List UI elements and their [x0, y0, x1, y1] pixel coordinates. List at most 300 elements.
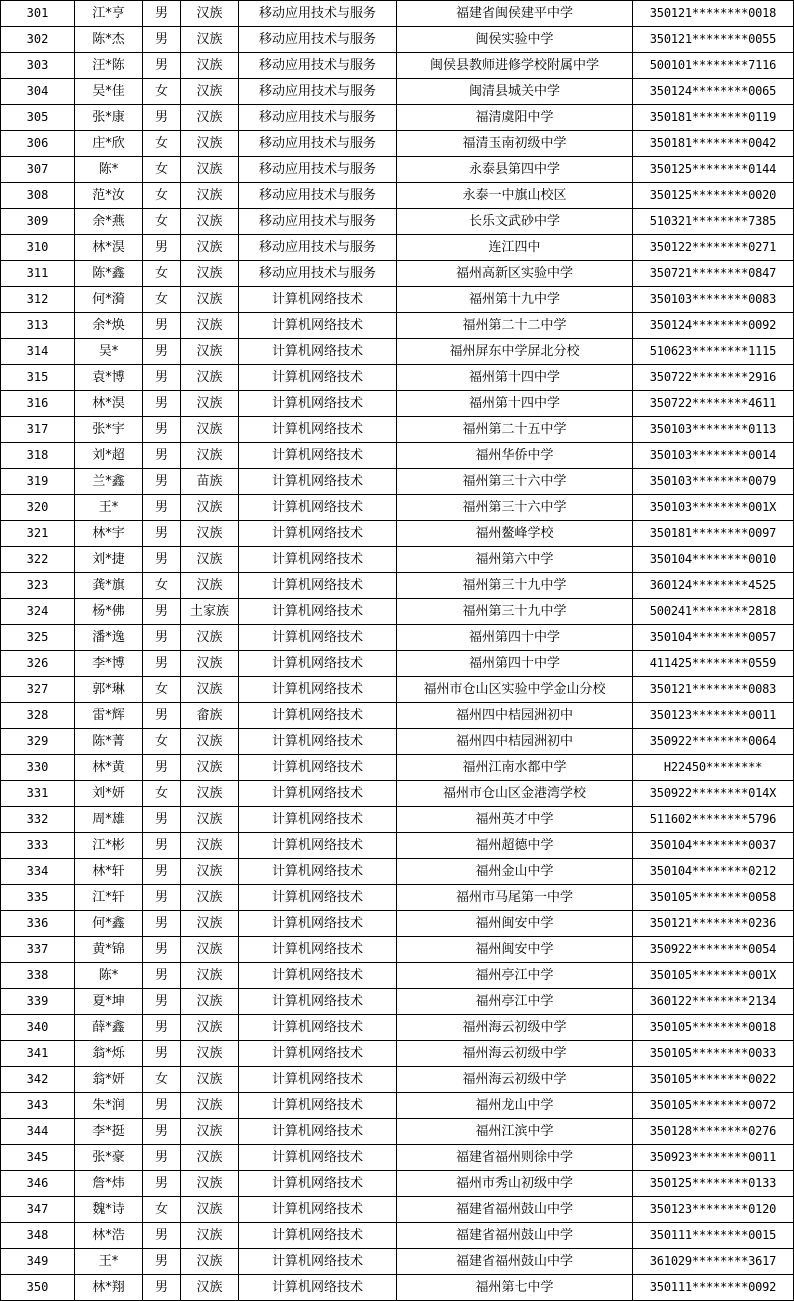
cell-ethnicity: 汉族 [181, 1093, 239, 1119]
cell-ethnicity: 汉族 [181, 1197, 239, 1223]
cell-seq-number: 339 [1, 989, 75, 1015]
cell-ethnicity: 汉族 [181, 1, 239, 27]
cell-id-number: 350111********0092 [633, 1275, 794, 1301]
cell-school: 福州第三十六中学 [397, 495, 633, 521]
cell-school: 福州第三十六中学 [397, 469, 633, 495]
cell-student-name: 薛*鑫 [75, 1015, 143, 1041]
table-row [1, 599, 794, 625]
cell-id-number: 350103********0014 [633, 443, 794, 469]
cell-seq-number: 327 [1, 677, 75, 703]
cell-gender: 男 [143, 989, 181, 1015]
cell-id-number: 350105********0018 [633, 1015, 794, 1041]
cell-student-name: 林*宇 [75, 521, 143, 547]
cell-gender: 女 [143, 183, 181, 209]
cell-major: 计算机网络技术 [239, 1015, 397, 1041]
cell-seq-number: 336 [1, 911, 75, 937]
cell-school: 福州市马尾第一中学 [397, 885, 633, 911]
cell-school: 福州第十九中学 [397, 287, 633, 313]
cell-gender: 女 [143, 287, 181, 313]
cell-id-number: 350123********0120 [633, 1197, 794, 1223]
cell-major: 计算机网络技术 [239, 1249, 397, 1275]
cell-seq-number: 343 [1, 1093, 75, 1119]
cell-id-number: 350105********0033 [633, 1041, 794, 1067]
cell-id-number: 350105********001X [633, 963, 794, 989]
table-row [1, 443, 794, 469]
cell-seq-number: 318 [1, 443, 75, 469]
cell-major: 计算机网络技术 [239, 1223, 397, 1249]
cell-student-name: 王* [75, 1249, 143, 1275]
cell-school: 闽侯县教师进修学校附属中学 [397, 53, 633, 79]
cell-id-number: 350181********0119 [633, 105, 794, 131]
cell-student-name: 黄*锦 [75, 937, 143, 963]
cell-seq-number: 321 [1, 521, 75, 547]
cell-student-name: 吴*佳 [75, 79, 143, 105]
cell-seq-number: 345 [1, 1145, 75, 1171]
table-row [1, 365, 794, 391]
cell-student-name: 吴* [75, 339, 143, 365]
cell-id-number: 350105********0072 [633, 1093, 794, 1119]
table-row [1, 235, 794, 261]
cell-seq-number: 346 [1, 1171, 75, 1197]
cell-major: 计算机网络技术 [239, 807, 397, 833]
cell-gender: 男 [143, 521, 181, 547]
cell-id-number: H22450******** [633, 755, 794, 781]
cell-ethnicity: 汉族 [181, 755, 239, 781]
cell-ethnicity: 汉族 [181, 313, 239, 339]
cell-school: 福州四中桔园洲初中 [397, 703, 633, 729]
cell-gender: 女 [143, 677, 181, 703]
cell-gender: 男 [143, 313, 181, 339]
cell-student-name: 何*鑫 [75, 911, 143, 937]
cell-student-name: 江*亨 [75, 1, 143, 27]
table-row [1, 261, 794, 287]
cell-gender: 男 [143, 105, 181, 131]
cell-id-number: 350122********0271 [633, 235, 794, 261]
cell-gender: 男 [143, 1223, 181, 1249]
cell-ethnicity: 汉族 [181, 339, 239, 365]
cell-student-name: 兰*鑫 [75, 469, 143, 495]
table-row [1, 417, 794, 443]
cell-gender: 男 [143, 547, 181, 573]
cell-major: 计算机网络技术 [239, 833, 397, 859]
cell-gender: 女 [143, 79, 181, 105]
cell-major: 移动应用技术与服务 [239, 27, 397, 53]
cell-ethnicity: 汉族 [181, 989, 239, 1015]
cell-seq-number: 303 [1, 53, 75, 79]
cell-ethnicity: 汉族 [181, 79, 239, 105]
cell-school: 福州第四十中学 [397, 625, 633, 651]
cell-school: 福建省福州鼓山中学 [397, 1197, 633, 1223]
cell-ethnicity: 汉族 [181, 885, 239, 911]
cell-ethnicity: 汉族 [181, 261, 239, 287]
cell-student-name: 李*挺 [75, 1119, 143, 1145]
cell-id-number: 350922********0064 [633, 729, 794, 755]
cell-gender: 男 [143, 1275, 181, 1301]
cell-school: 连江四中 [397, 235, 633, 261]
cell-school: 福州闽安中学 [397, 937, 633, 963]
cell-school: 福建省福州鼓山中学 [397, 1249, 633, 1275]
cell-id-number: 350104********0212 [633, 859, 794, 885]
cell-major: 计算机网络技术 [239, 651, 397, 677]
cell-major: 计算机网络技术 [239, 521, 397, 547]
cell-id-number: 350104********0010 [633, 547, 794, 573]
cell-student-name: 李*博 [75, 651, 143, 677]
table-row [1, 157, 794, 183]
cell-school: 福州屏东中学屏北分校 [397, 339, 633, 365]
cell-id-number: 350124********0065 [633, 79, 794, 105]
cell-student-name: 陈* [75, 963, 143, 989]
cell-major: 计算机网络技术 [239, 599, 397, 625]
cell-gender: 女 [143, 781, 181, 807]
cell-gender: 男 [143, 911, 181, 937]
cell-id-number: 350722********2916 [633, 365, 794, 391]
cell-id-number: 350181********0042 [633, 131, 794, 157]
cell-gender: 女 [143, 1067, 181, 1093]
table-row [1, 495, 794, 521]
cell-gender: 男 [143, 27, 181, 53]
cell-school: 福州第三十九中学 [397, 573, 633, 599]
cell-major: 计算机网络技术 [239, 937, 397, 963]
cell-seq-number: 326 [1, 651, 75, 677]
cell-gender: 女 [143, 729, 181, 755]
cell-major: 计算机网络技术 [239, 1093, 397, 1119]
cell-student-name: 张*豪 [75, 1145, 143, 1171]
table-row [1, 833, 794, 859]
cell-major: 计算机网络技术 [239, 1145, 397, 1171]
cell-id-number: 350103********0113 [633, 417, 794, 443]
table-row [1, 1041, 794, 1067]
cell-ethnicity: 汉族 [181, 573, 239, 599]
cell-seq-number: 319 [1, 469, 75, 495]
cell-major: 计算机网络技术 [239, 1119, 397, 1145]
cell-ethnicity: 汉族 [181, 911, 239, 937]
table-row [1, 339, 794, 365]
cell-student-name: 庄*欣 [75, 131, 143, 157]
cell-student-name: 何*漪 [75, 287, 143, 313]
cell-id-number: 360122********2134 [633, 989, 794, 1015]
cell-gender: 男 [143, 1119, 181, 1145]
cell-school: 福建省闽侯建平中学 [397, 1, 633, 27]
table-row [1, 469, 794, 495]
cell-id-number: 350104********0037 [633, 833, 794, 859]
cell-student-name: 林*淏 [75, 391, 143, 417]
table-row [1, 911, 794, 937]
cell-seq-number: 322 [1, 547, 75, 573]
cell-id-number: 350121********0055 [633, 27, 794, 53]
table-row [1, 547, 794, 573]
cell-student-name: 陈* [75, 157, 143, 183]
cell-student-name: 陈*杰 [75, 27, 143, 53]
cell-seq-number: 314 [1, 339, 75, 365]
cell-seq-number: 333 [1, 833, 75, 859]
cell-seq-number: 312 [1, 287, 75, 313]
cell-student-name: 袁*博 [75, 365, 143, 391]
cell-student-name: 潘*逸 [75, 625, 143, 651]
table-row [1, 859, 794, 885]
cell-gender: 女 [143, 1197, 181, 1223]
cell-gender: 男 [143, 1249, 181, 1275]
cell-major: 计算机网络技术 [239, 339, 397, 365]
table-row [1, 209, 794, 235]
cell-student-name: 王* [75, 495, 143, 521]
cell-seq-number: 341 [1, 1041, 75, 1067]
cell-major: 计算机网络技术 [239, 547, 397, 573]
cell-school: 福州海云初级中学 [397, 1067, 633, 1093]
cell-id-number: 350922********0054 [633, 937, 794, 963]
table-row [1, 1223, 794, 1249]
table-row [1, 79, 794, 105]
cell-ethnicity: 汉族 [181, 833, 239, 859]
cell-seq-number: 324 [1, 599, 75, 625]
cell-seq-number: 330 [1, 755, 75, 781]
cell-id-number: 360124********4525 [633, 573, 794, 599]
cell-gender: 男 [143, 235, 181, 261]
cell-ethnicity: 汉族 [181, 859, 239, 885]
cell-ethnicity: 汉族 [181, 807, 239, 833]
cell-ethnicity: 汉族 [181, 1145, 239, 1171]
cell-ethnicity: 汉族 [181, 365, 239, 391]
cell-ethnicity: 汉族 [181, 183, 239, 209]
cell-major: 移动应用技术与服务 [239, 105, 397, 131]
table-row [1, 1197, 794, 1223]
table-row [1, 781, 794, 807]
cell-student-name: 余*焕 [75, 313, 143, 339]
cell-ethnicity: 汉族 [181, 443, 239, 469]
cell-id-number: 350722********4611 [633, 391, 794, 417]
cell-school: 福州亭江中学 [397, 989, 633, 1015]
cell-id-number: 350103********0079 [633, 469, 794, 495]
table-row [1, 131, 794, 157]
cell-id-number: 350111********0015 [633, 1223, 794, 1249]
cell-gender: 男 [143, 469, 181, 495]
cell-major: 计算机网络技术 [239, 443, 397, 469]
table-row [1, 1145, 794, 1171]
cell-school: 福州华侨中学 [397, 443, 633, 469]
cell-ethnicity: 汉族 [181, 131, 239, 157]
cell-ethnicity: 汉族 [181, 1041, 239, 1067]
cell-id-number: 350124********0092 [633, 313, 794, 339]
cell-major: 计算机网络技术 [239, 703, 397, 729]
cell-seq-number: 329 [1, 729, 75, 755]
cell-seq-number: 348 [1, 1223, 75, 1249]
cell-gender: 男 [143, 495, 181, 521]
cell-id-number: 350123********0011 [633, 703, 794, 729]
cell-seq-number: 310 [1, 235, 75, 261]
cell-student-name: 朱*润 [75, 1093, 143, 1119]
cell-gender: 男 [143, 53, 181, 79]
cell-major: 计算机网络技术 [239, 391, 397, 417]
cell-seq-number: 301 [1, 1, 75, 27]
cell-school: 永泰一中旗山校区 [397, 183, 633, 209]
cell-student-name: 詹*炜 [75, 1171, 143, 1197]
table-row [1, 1, 794, 27]
cell-gender: 女 [143, 573, 181, 599]
table-row [1, 27, 794, 53]
cell-seq-number: 315 [1, 365, 75, 391]
cell-student-name: 张*康 [75, 105, 143, 131]
cell-major: 移动应用技术与服务 [239, 235, 397, 261]
cell-seq-number: 337 [1, 937, 75, 963]
cell-school: 福州市仓山区金港湾学校 [397, 781, 633, 807]
table-row [1, 1275, 794, 1301]
cell-ethnicity: 汉族 [181, 677, 239, 703]
cell-major: 计算机网络技术 [239, 1197, 397, 1223]
cell-major: 移动应用技术与服务 [239, 183, 397, 209]
cell-ethnicity: 汉族 [181, 781, 239, 807]
cell-school: 福州第十四中学 [397, 365, 633, 391]
table-row [1, 807, 794, 833]
cell-seq-number: 323 [1, 573, 75, 599]
cell-gender: 男 [143, 365, 181, 391]
cell-gender: 女 [143, 157, 181, 183]
cell-student-name: 雷*辉 [75, 703, 143, 729]
cell-student-name: 郭*琳 [75, 677, 143, 703]
cell-seq-number: 347 [1, 1197, 75, 1223]
cell-ethnicity: 汉族 [181, 27, 239, 53]
cell-major: 移动应用技术与服务 [239, 209, 397, 235]
cell-school: 福州金山中学 [397, 859, 633, 885]
cell-id-number: 511602********5796 [633, 807, 794, 833]
table-row [1, 1093, 794, 1119]
cell-major: 移动应用技术与服务 [239, 157, 397, 183]
cell-gender: 男 [143, 1015, 181, 1041]
cell-major: 计算机网络技术 [239, 781, 397, 807]
cell-student-name: 林*轩 [75, 859, 143, 885]
cell-student-name: 翁*烁 [75, 1041, 143, 1067]
cell-seq-number: 349 [1, 1249, 75, 1275]
cell-major: 计算机网络技术 [239, 963, 397, 989]
cell-student-name: 林*翔 [75, 1275, 143, 1301]
cell-gender: 男 [143, 391, 181, 417]
cell-gender: 男 [143, 807, 181, 833]
cell-gender: 男 [143, 1093, 181, 1119]
cell-seq-number: 316 [1, 391, 75, 417]
cell-id-number: 350125********0133 [633, 1171, 794, 1197]
cell-major: 计算机网络技术 [239, 365, 397, 391]
cell-seq-number: 350 [1, 1275, 75, 1301]
cell-student-name: 江*轩 [75, 885, 143, 911]
cell-seq-number: 313 [1, 313, 75, 339]
cell-id-number: 510623********1115 [633, 339, 794, 365]
cell-ethnicity: 汉族 [181, 1067, 239, 1093]
cell-ethnicity: 汉族 [181, 157, 239, 183]
cell-major: 计算机网络技术 [239, 1067, 397, 1093]
cell-school: 永泰县第四中学 [397, 157, 633, 183]
cell-ethnicity: 汉族 [181, 937, 239, 963]
cell-student-name: 陈*菁 [75, 729, 143, 755]
cell-school: 福州第三十九中学 [397, 599, 633, 625]
cell-gender: 男 [143, 1, 181, 27]
cell-ethnicity: 汉族 [181, 105, 239, 131]
cell-gender: 男 [143, 625, 181, 651]
cell-seq-number: 304 [1, 79, 75, 105]
table-row [1, 755, 794, 781]
table-row [1, 391, 794, 417]
cell-student-name: 刘*妍 [75, 781, 143, 807]
cell-ethnicity: 畲族 [181, 703, 239, 729]
cell-id-number: 350125********0020 [633, 183, 794, 209]
cell-school: 福清虞阳中学 [397, 105, 633, 131]
cell-gender: 男 [143, 1171, 181, 1197]
table-row [1, 1015, 794, 1041]
cell-major: 计算机网络技术 [239, 989, 397, 1015]
cell-major: 计算机网络技术 [239, 1275, 397, 1301]
cell-school: 福建省福州鼓山中学 [397, 1223, 633, 1249]
cell-ethnicity: 汉族 [181, 651, 239, 677]
cell-school: 福州英才中学 [397, 807, 633, 833]
cell-ethnicity: 汉族 [181, 729, 239, 755]
cell-seq-number: 306 [1, 131, 75, 157]
table-row [1, 573, 794, 599]
cell-id-number: 510321********7385 [633, 209, 794, 235]
cell-gender: 男 [143, 963, 181, 989]
cell-ethnicity: 汉族 [181, 1171, 239, 1197]
cell-seq-number: 342 [1, 1067, 75, 1093]
cell-student-name: 张*宇 [75, 417, 143, 443]
cell-seq-number: 328 [1, 703, 75, 729]
cell-school: 长乐文武砂中学 [397, 209, 633, 235]
cell-ethnicity: 汉族 [181, 1223, 239, 1249]
cell-gender: 男 [143, 339, 181, 365]
table-row [1, 313, 794, 339]
table-row [1, 677, 794, 703]
cell-seq-number: 340 [1, 1015, 75, 1041]
cell-seq-number: 320 [1, 495, 75, 521]
cell-gender: 男 [143, 937, 181, 963]
cell-seq-number: 307 [1, 157, 75, 183]
cell-ethnicity: 汉族 [181, 1249, 239, 1275]
cell-major: 计算机网络技术 [239, 859, 397, 885]
cell-ethnicity: 汉族 [181, 495, 239, 521]
table-row [1, 963, 794, 989]
cell-student-name: 林*淏 [75, 235, 143, 261]
cell-ethnicity: 汉族 [181, 391, 239, 417]
table-row [1, 625, 794, 651]
cell-ethnicity: 苗族 [181, 469, 239, 495]
cell-student-name: 范*汝 [75, 183, 143, 209]
cell-school: 福州第二十二中学 [397, 313, 633, 339]
cell-gender: 男 [143, 1145, 181, 1171]
cell-seq-number: 334 [1, 859, 75, 885]
cell-ethnicity: 汉族 [181, 417, 239, 443]
cell-seq-number: 344 [1, 1119, 75, 1145]
cell-school: 福州四中桔园洲初中 [397, 729, 633, 755]
cell-school: 福州龙山中学 [397, 1093, 633, 1119]
cell-student-name: 刘*捷 [75, 547, 143, 573]
cell-seq-number: 302 [1, 27, 75, 53]
cell-seq-number: 311 [1, 261, 75, 287]
cell-ethnicity: 汉族 [181, 1015, 239, 1041]
cell-major: 计算机网络技术 [239, 625, 397, 651]
cell-gender: 男 [143, 443, 181, 469]
table-row [1, 1119, 794, 1145]
table-row [1, 651, 794, 677]
cell-school: 闽侯实验中学 [397, 27, 633, 53]
cell-seq-number: 325 [1, 625, 75, 651]
cell-school: 福州第七中学 [397, 1275, 633, 1301]
cell-school: 福州市仓山区实验中学金山分校 [397, 677, 633, 703]
cell-student-name: 魏*诗 [75, 1197, 143, 1223]
cell-id-number: 350721********0847 [633, 261, 794, 287]
cell-major: 计算机网络技术 [239, 729, 397, 755]
cell-school: 福州鳌峰学校 [397, 521, 633, 547]
cell-gender: 男 [143, 1041, 181, 1067]
cell-student-name: 余*燕 [75, 209, 143, 235]
cell-student-name: 周*雄 [75, 807, 143, 833]
table-row [1, 937, 794, 963]
cell-school: 福州第二十五中学 [397, 417, 633, 443]
cell-id-number: 350125********0144 [633, 157, 794, 183]
